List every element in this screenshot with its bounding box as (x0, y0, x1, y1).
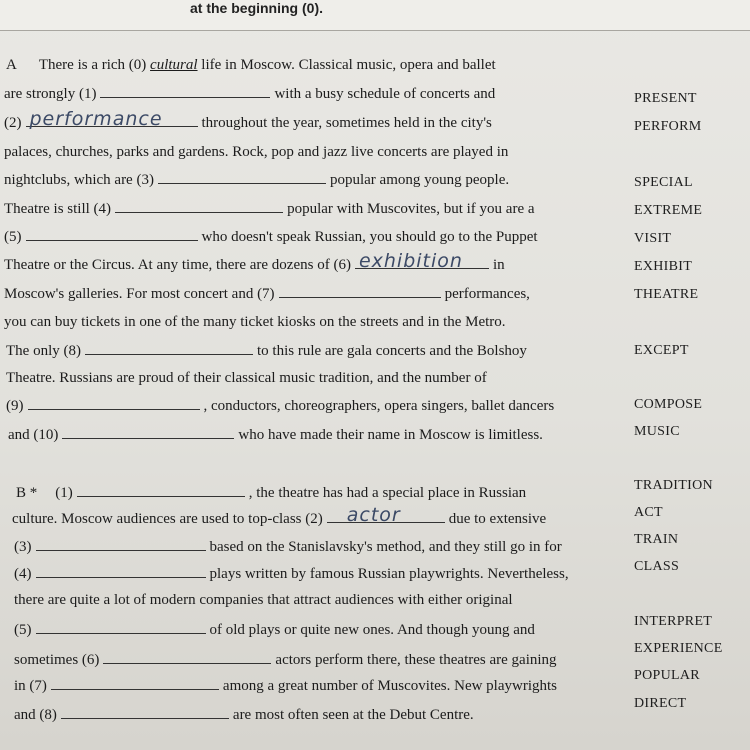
gap-a6[interactable] (355, 250, 489, 272)
a-line-1: are strongly (1) with a busy schedule of concerts and (4, 86, 496, 102)
keyword-train: TRAIN (634, 532, 679, 547)
a-line-6: (5) who doesn't speak Russian, you should go to the Puppet (4, 229, 538, 245)
keyword-experience: EXPERIENCE (634, 641, 723, 656)
gap-a1[interactable] (100, 84, 270, 98)
keyword-except: EXCEPT (634, 343, 689, 358)
gap-b2[interactable] (327, 504, 445, 526)
header-text: at the beginning (0). (190, 0, 323, 16)
keyword-direct: DIRECT (634, 696, 687, 711)
handwritten-answer-a6: exhibition (358, 250, 463, 272)
b-line-1: culture. Moscow audiences are used to top-class (2) actor due to extensive (12, 504, 547, 527)
a-line-10: The only (8) to this rule are gala concerts and the Bolshoy (6, 343, 527, 359)
a-line-5: Theatre is still (4) popular with Muscovites, but if you are a (4, 201, 535, 217)
handwritten-answer-a2: performance (29, 108, 163, 130)
gap-b3[interactable] (36, 537, 206, 551)
gap-b6[interactable] (103, 650, 271, 664)
a-line-13: and (10) who have made their name in Moscow is limitless. (8, 427, 543, 443)
b-line-7: in (7) among a great number of Muscovites. New playwrights (14, 678, 558, 694)
gap-a9[interactable] (28, 396, 200, 410)
gap-a8[interactable] (85, 341, 253, 355)
keyword-theatre: THEATRE (634, 287, 699, 302)
keyword-compose: COMPOSE (634, 397, 703, 412)
keyword-visit: VISIT (634, 231, 672, 246)
section-a-label: A (6, 57, 17, 73)
section-b-label: B * (16, 485, 38, 501)
keyword-interpret: INTERPRET (634, 614, 713, 629)
gap-a3[interactable] (158, 170, 326, 184)
b-line-6: sometimes (6) actors perform there, these theatres are gaining (14, 652, 557, 668)
b-line-0: B * (1) , the theatre has had a special place in Russian (16, 485, 527, 501)
keyword-class: CLASS (634, 559, 680, 574)
keyword-act: ACT (634, 505, 663, 520)
keyword-tradition: TRADITION (634, 478, 713, 493)
keyword-extreme: EXTREME (634, 203, 703, 218)
keyword-special: SPECIAL (634, 175, 693, 190)
b-line-8: and (8) are most often seen at the Debut Centre. (14, 707, 474, 723)
b-line-3: (4) plays written by famous Russian playwrights. Nevertheless, (14, 566, 569, 582)
a-line-9: you can buy tickets in one of the many ticket kiosks on the streets and in the Metro. (4, 314, 506, 330)
handwritten-answer-b2: actor (346, 504, 401, 526)
gap-b8[interactable] (61, 705, 229, 719)
keyword-exhibit: EXHIBIT (634, 259, 693, 274)
gap-a7[interactable] (279, 284, 441, 298)
keyword-perform: PERFORM (634, 119, 702, 134)
b-line-5: (5) of old plays or quite new ones. And though young and (14, 622, 535, 638)
example-word: cultural (150, 57, 198, 73)
keyword-music: MUSIC (634, 424, 680, 439)
gap-a10[interactable] (62, 425, 234, 439)
gap-a2[interactable] (26, 108, 198, 130)
gap-b7[interactable] (51, 676, 219, 690)
a-line-7: Theatre or the Circus. At any time, there are dozens of (6) exhibition in (4, 250, 505, 273)
a-line-3: palaces, churches, parks and gardens. Rock, pop and jazz live concerts are played in (4, 144, 509, 160)
gap-a4[interactable] (115, 199, 283, 213)
gap-b1[interactable] (77, 483, 245, 497)
a-line-2: (2) performance throughout the year, sometimes held in the city's (4, 108, 492, 131)
gap-b5[interactable] (36, 620, 206, 634)
a-line-4: nightclubs, which are (3) popular among young people. (4, 172, 510, 188)
keyword-present: PRESENT (634, 91, 697, 106)
keyword-popular: POPULAR (634, 668, 700, 683)
gap-b4[interactable] (36, 564, 206, 578)
a-line-0: A There is a rich (0) cultural life in Moscow. Classical music, opera and ballet (6, 57, 496, 73)
b-line-2: (3) based on the Stanislavsky's method, and they still go in for (14, 539, 562, 555)
gap-a5[interactable] (26, 227, 198, 241)
a-line-8: Moscow's galleries. For most concert and (7) performances, (4, 286, 530, 302)
header-strip (0, 0, 750, 31)
a-line-12: (9) , conductors, choreographers, opera singers, ballet dancers (6, 398, 555, 414)
b-line-4: there are quite a lot of modern companies that attract audiences with either original (14, 592, 513, 608)
a-line-11: Theatre. Russians are proud of their classical music tradition, and the number of (6, 370, 487, 386)
